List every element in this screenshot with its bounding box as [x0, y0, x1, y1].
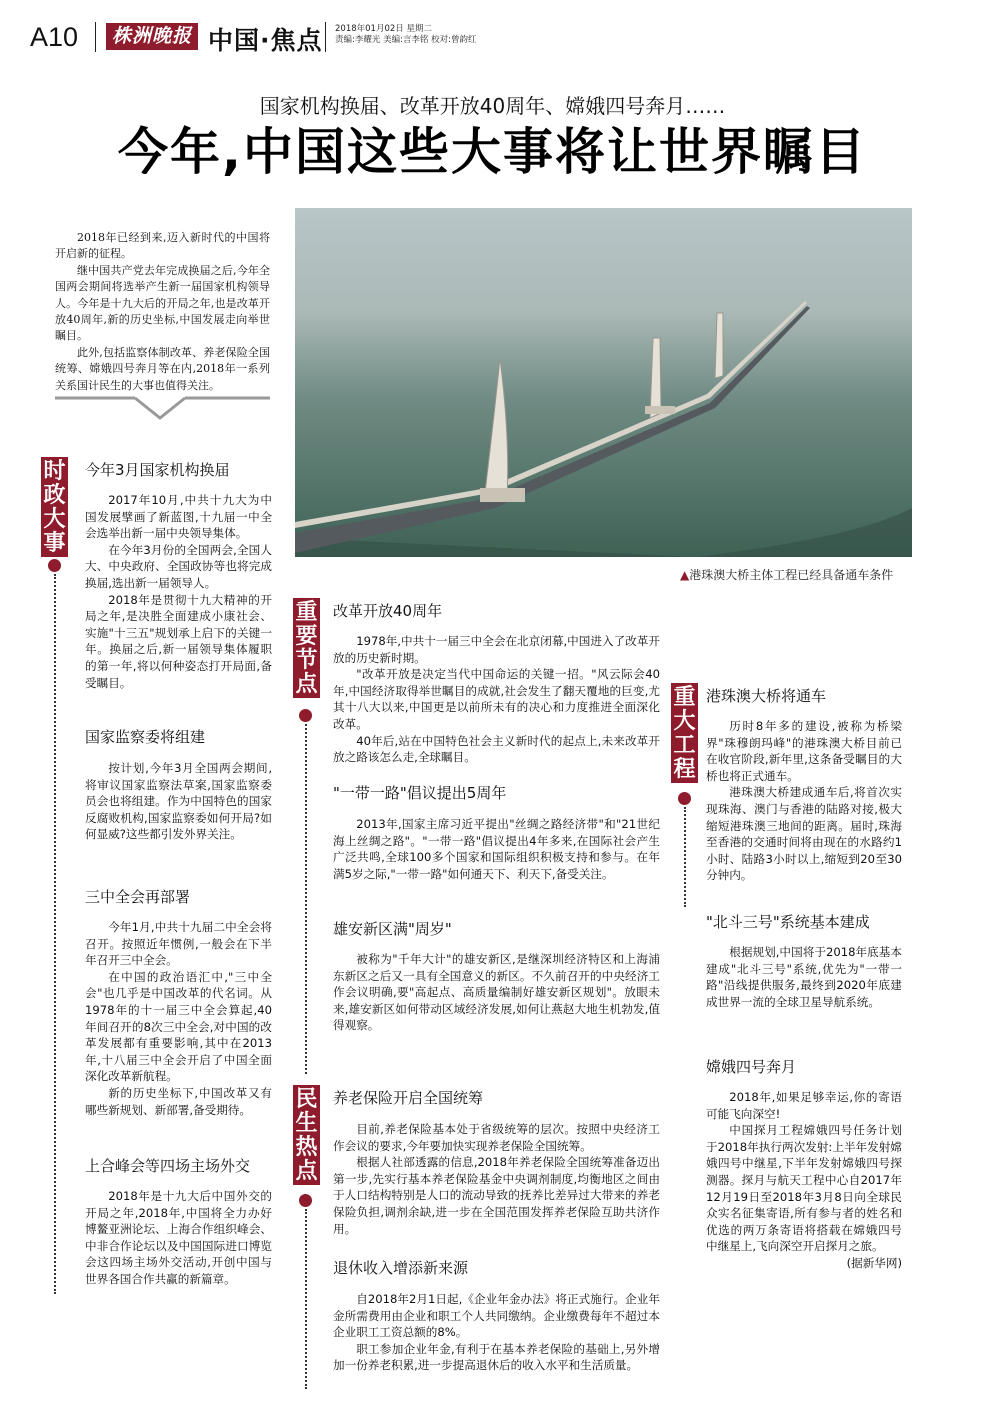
header-divider	[325, 22, 326, 52]
paragraph: 按计划,今年3月全国两会期间,将审议国家监察法草案,国家监察委员会也将组建。作为中国特色的国家反腐败机构,国家监察委如何开局?如何显威?这些都引发外界关注。	[85, 761, 272, 842]
paragraph: 根据人社部透露的信息,2018年养老保险全国统筹准备迈出第一步,先实行基本养老保险基金中央调剂制度,均衡地区之间由于人口结构特别是人口的流动导致的抚养比差异过大带来的养老保险负担,调剂余缺,进一步在全国范围发挥养老保险互助共济作用。	[333, 1155, 660, 1236]
article-body	[333, 951, 660, 1034]
article-body	[333, 816, 660, 882]
paragraph: 今年1月,中共十九届二中全会将召开。按照近年惯例,一般会在下半年召开三中全会。	[85, 920, 272, 968]
date-line: 2018年01月02日 星期二	[335, 24, 432, 34]
newspaper-logo: 株洲晚报	[106, 23, 198, 50]
article-body	[706, 1089, 902, 1272]
paragraph: 2013年,国家主席习近平提出"丝绸之路经济带"和"21世纪海上丝绸之路"。"一带一路"倡议提出4年多来,在国际社会产生广泛共鸣,全球100多个国家和国际组织积极支持和参与。在年满5岁之际,"一带一路"如何通天下、利天下,备受关注。	[333, 817, 660, 881]
timeline-line	[684, 807, 686, 907]
article-body	[706, 718, 902, 884]
article-body	[333, 1121, 660, 1237]
article-heading: 养老保险开启全国统筹	[333, 1089, 484, 1107]
paragraph: 职工参加企业年金,有利于在基本养老保险的基础上,另外增加一份养老积累,进一步提高退休后的收入水平和生活质量。	[333, 1341, 660, 1373]
header-meta	[335, 24, 477, 46]
article-heading: 改革开放40周年	[333, 602, 443, 620]
paragraph: 40年后,站在中国特色社会主义新时代的起点上,未来改革开放之路该怎么走,全球瞩目。	[333, 733, 660, 765]
paragraph: 2018年是贯彻十九大精神的开局之年,是决胜全面建成小康社会、实施"十三五"规划承上启下的关键一年。换届之后,新一届领导集体履职的第一年,将以何种姿态打开局面,备受瞩目。	[85, 592, 272, 690]
article-body	[85, 760, 272, 843]
paragraph: 根据规划,中国将于2018年底基本建成"北斗三号"系统,优先为"一带一路"沿线提供服务,最终到2020年底建成世界一流的全球卫星导航系统。	[706, 945, 902, 1009]
header-divider	[95, 22, 96, 52]
article-body	[333, 1291, 660, 1374]
article-heading: 三中全会再部署	[85, 888, 191, 906]
paragraph: 港珠澳大桥建成通车后,将首次实现珠海、澳门与香港的陆路对接,极大缩短港珠澳三地间的距离。届时,珠海至香港的交通时间将由现在的水路约1小时、陆路3小时以上,缩短到20至30分钟内。	[706, 785, 902, 883]
paragraph: 历时8年多的建设,被称为桥梁界"珠穆朗玛峰"的港珠澳大桥目前已在收官阶段,新年里,这条备受瞩目的大桥也将正式通车。	[706, 719, 902, 783]
paragraph: 2018年,如果足够幸运,你的寄语可能飞向深空!	[706, 1090, 902, 1121]
intro-paragraph: 继中国共产党去年完成换届之后,今年全国两会期间将选举产生新一届国家机构领导人。今年是十九大后的开局之年,也是改革开放40周年,新的历史坐标,中国发展走向举世瞩目。	[55, 263, 270, 343]
paragraph: "改革开放是决定当代中国命运的关键一招。"风云际会40年,中国经济取得举世瞩目的成就,社会发生了翻天覆地的巨变,尤其十八大以来,中国更是以前所未有的决心和力度推进全面深化改革。	[333, 667, 660, 731]
timeline-line	[305, 724, 307, 1074]
timeline-dot	[48, 559, 61, 572]
article-heading: "一带一路"倡议提出5周年	[333, 784, 507, 802]
paragraph: 新的历史坐标下,中国改革又有哪些新规划、新部署,备受期待。	[85, 1085, 272, 1117]
paragraph: 在今年3月份的全国两会,全国人大、中央政府、全国政协等也将完成换届,选出新一届领导人。	[85, 542, 272, 590]
article-heading: 嫦娥四号奔月	[706, 1058, 797, 1076]
article-body	[85, 492, 272, 691]
bridge-photo	[295, 208, 912, 557]
article-body	[85, 1188, 272, 1288]
intro-divider-chevron	[55, 392, 270, 422]
caption-text: 港珠澳大桥主体工程已经具备通车条件	[689, 568, 894, 582]
article-body	[333, 633, 660, 766]
article-heading: "北斗三号"系统基本建成	[706, 913, 870, 931]
timeline-dot	[299, 709, 312, 722]
photo-caption	[680, 566, 893, 583]
headline-title: 今年,中国这些大事将让世界瞩目	[118, 123, 867, 181]
timeline-line	[305, 1209, 307, 1389]
article-body	[85, 919, 272, 1118]
tag-milestones: 重要节点	[293, 598, 320, 698]
paragraph: 2017年10月,中共十九大为中国发展擘画了新蓝图,十九届一中全会选举出新一届中央领导集体。	[85, 493, 272, 541]
paragraph: 被称为"千年大计"的雄安新区,是继深圳经济特区和上海浦东新区之后又一具有全国意义的新区。不久前召开的中央经济工作会议明确,要"高起点、高质量编制好雄安新区规划"。放眼未来,雄安新区如何带动区域经济发展,如何让燕赵大地生机勃发,值得观察。	[333, 952, 660, 1033]
paragraph: 中国探月工程嫦娥四号任务计划于2018年执行两次发射:上半年发射嫦娥四号中继星,下半年发射嫦娥四号探测器。探月与航天工程中心自2017年12月19日至2018年3月8日向全球民众实名征集寄语,所有参与者的姓名和优选的两万条寄语将搭载在嫦娥四号中继星上,飞向深空开启探月之旅。	[706, 1123, 902, 1254]
timeline-line	[54, 574, 56, 1294]
tag-livelihood: 民生热点	[293, 1085, 320, 1185]
article-heading: 今年3月国家机构换届	[85, 461, 230, 479]
article-heading: 雄安新区满"周岁"	[333, 920, 452, 938]
tag-politics: 时政大事	[41, 457, 68, 557]
paragraph: 1978年,中共十一届三中全会在北京闭幕,中国进入了改革开放的历史新时期。	[333, 634, 660, 665]
page-number: A10	[30, 22, 79, 52]
article-heading: 港珠澳大桥将通车	[706, 687, 827, 705]
headline-subtitle: 国家机构换届、改革开放40周年、嫦娥四号奔月……	[259, 94, 726, 118]
paragraph: 目前,养老保险基本处于省级统筹的层次。按照中央经济工作会议的要求,今年要加快实现养老保险全国统筹。	[333, 1122, 660, 1153]
section-title: 中国·焦点	[208, 26, 323, 55]
article-body	[706, 944, 902, 1010]
article-heading: 退休收入增添新来源	[333, 1259, 469, 1277]
paragraph: 自2018年2月1日起,《企业年金办法》将正式施行。企业年金所需费用由企业和职工个人共同缴纳。企业缴费每年不超过本企业职工工资总额的8%。	[333, 1292, 660, 1340]
intro-paragraph: 此外,包括监察体制改革、养老保险全国统筹、嫦娥四号奔月等在内,2018年一系列关系国计民生的大事也值得关注。	[55, 345, 270, 392]
tag-projects: 重大工程	[671, 683, 698, 783]
timeline-dot	[678, 792, 691, 805]
article-source: (据新华网)	[846, 1255, 902, 1270]
timeline-dot	[299, 1194, 312, 1207]
triangle-marker-icon: ▲	[680, 568, 690, 582]
staff-line: 责编:李耀光 美编:言李铭 校对:曾韵红	[335, 35, 477, 45]
article-heading: 上合峰会等四场主场外交	[85, 1157, 251, 1175]
article-heading: 国家监察委将组建	[85, 728, 206, 746]
paragraph: 2018年是十九大后中国外交的开局之年,2018年,中国将全力办好博鳌亚洲论坛、上海合作组织峰会、中非合作论坛以及中国国际进口博览会这四场主场外交活动,开创中国与世界各国合作共赢的新篇章。	[85, 1189, 272, 1286]
intro-paragraph: 2018年已经到来,迈入新时代的中国将开启新的征程。	[55, 231, 270, 261]
intro-text	[55, 230, 270, 394]
paragraph: 在中国的政治语汇中,"三中全会"也几乎是中国改革的代名词。从1978年的十一届三中全会算起,40年间召开的8次三中全会,对中国的改革发展都有重要影响,其中在2013年,十八届三中全会开启了中国全面深化改革新航程。	[85, 969, 272, 1084]
